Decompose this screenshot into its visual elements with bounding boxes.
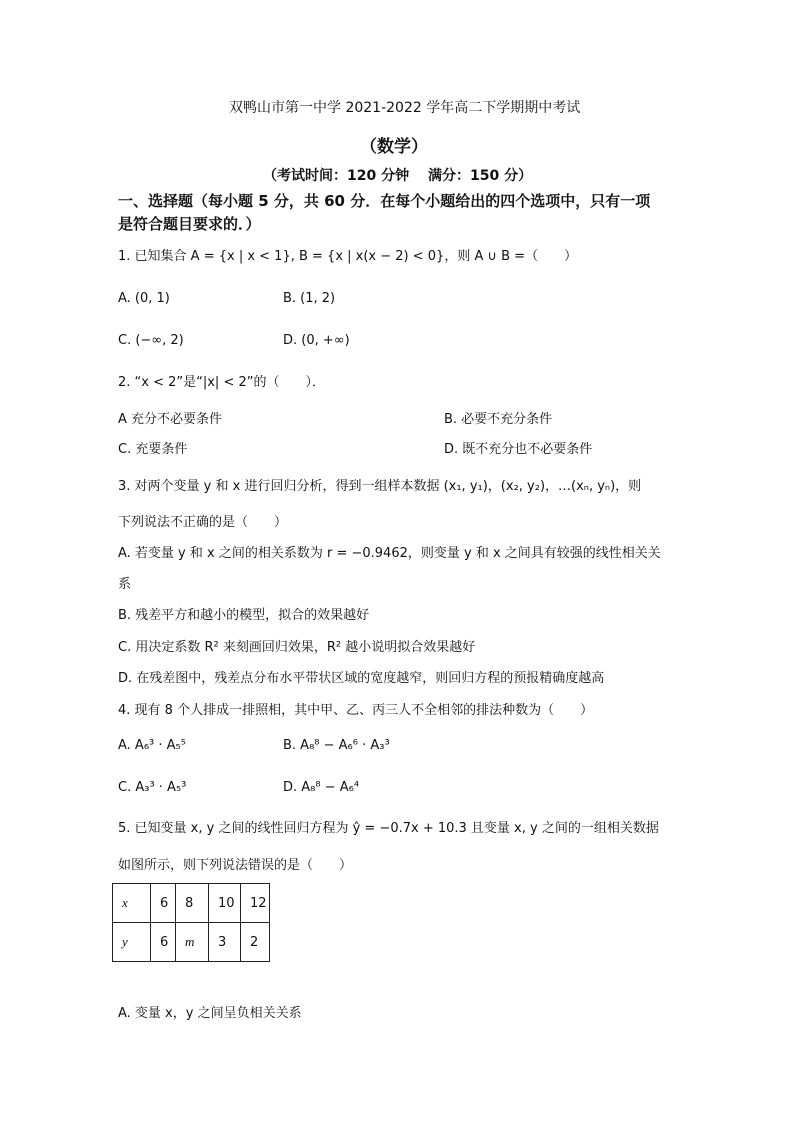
section-heading-line2: 是符合题目要求的．）: [118, 215, 261, 233]
table-cell: 2: [241, 923, 270, 962]
section-heading-line1: 一、选择题（每小题 5 分，共 60 分．在每个小题给出的四个选项中，只有一项: [118, 192, 651, 210]
table-cell: 6: [151, 923, 176, 962]
q5-stem-line1: 5. 已知变量 x, y 之间的线性回归方程为 ŷ = −0.7x + 10.3 且变量 x, y 之间的一组相关数据: [118, 821, 659, 836]
q3-option-d: D. 在残差图中，残差点分布水平带状区域的宽度越窄，则回归方程的预报精确度越高: [118, 671, 605, 686]
subject-heading: （数学）: [360, 137, 428, 157]
q3-option-a-line2: 系: [118, 577, 132, 592]
q3-option-c: C. 用决定系数 R² 来刻画回归效果，R² 越小说明拟合效果越好: [118, 640, 476, 655]
data-table-wrapper: [112, 883, 270, 962]
data-table: [112, 883, 270, 962]
q4-option-d: D. A₈⁸ − A₆⁴: [283, 780, 360, 795]
q3-stem-line2: 下列说法不正确的是（ ）: [118, 515, 288, 530]
q4-option-a: A. A₆³ · A₅⁵: [118, 738, 186, 753]
q2-option-b: B. 必要不充分条件: [444, 412, 553, 427]
table-cell: y: [113, 923, 151, 962]
table-cell: m: [176, 923, 209, 962]
q5-option-a: A. 变量 x，y 之间呈负相关关系: [118, 1006, 302, 1021]
table-cell: 10: [209, 884, 241, 923]
q2-stem: 2. “x < 2”是“|x| < 2”的（ ）．: [118, 375, 325, 390]
q3-option-a-line1: A. 若变量 y 和 x 之间的相关系数为 r = −0.9462，则变量 y 和 x 之间具有较强的线性相关关: [118, 546, 661, 561]
q4-stem: 4. 现有 8 个人排成一排照相，其中甲、乙、丙三人不全相邻的排法种数为（ ）: [118, 703, 594, 718]
q5-stem-line2: 如图所示，则下列说法错误的是（ ）: [118, 858, 353, 873]
exam-title: 双鸭山市第一中学 2021-2022 学年高二下学期期中考试: [229, 100, 581, 116]
q1-option-a: A. (0, 1): [118, 291, 170, 306]
q1-option-d: D. (0, +∞): [283, 333, 350, 348]
table-cell: x: [113, 884, 151, 923]
q4-option-c: C. A₃³ · A₅³: [118, 780, 187, 795]
q1-option-c: C. (−∞, 2): [118, 333, 184, 348]
table-cell: 6: [151, 884, 176, 923]
table-row-x: [113, 884, 270, 923]
q3-stem-line1: 3. 对两个变量 y 和 x 进行回归分析，得到一组样本数据 (x₁, y₁)，(x₂, y₂)，…(xₙ, yₙ)，则: [118, 479, 642, 494]
table-cell: 3: [209, 923, 241, 962]
exam-info: （考试时间：120 分钟 满分：150 分）: [263, 168, 533, 184]
q2-option-c: C. 充要条件: [118, 442, 188, 457]
table-cell: 12: [241, 884, 270, 923]
table-cell: 8: [176, 884, 209, 923]
q2-option-d: D. 既不充分也不必要条件: [444, 442, 593, 457]
q2-option-a: A 充分不必要条件: [118, 412, 223, 427]
q4-option-b: B. A₈⁸ − A₆⁶ · A₃³: [283, 738, 390, 753]
q3-option-b: B. 残差平方和越小的模型，拟合的效果越好: [118, 608, 370, 623]
q1-stem: 1. 已知集合 A = {x | x < 1}, B = {x | x(x − 2) < 0}，则 A ∪ B =（ ）: [118, 249, 578, 264]
q1-option-b: B. (1, 2): [283, 291, 336, 306]
table-row-y: [113, 923, 270, 962]
